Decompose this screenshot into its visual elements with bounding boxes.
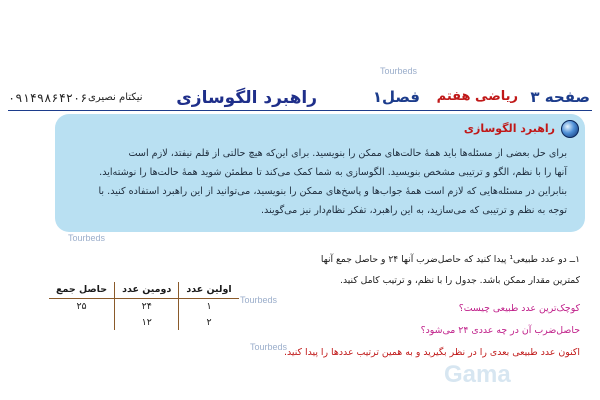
- table-cell: ۲۴: [115, 298, 179, 314]
- table-cell: ۲۵: [49, 298, 115, 314]
- chapter-label: فصل۱: [372, 88, 420, 106]
- table-cell: ۱۲: [115, 314, 179, 330]
- hint-prompt: اکنون عدد طبیعی بعدی را در نظر بگیرید و به همین ترتیب عددها را پیدا کنید.: [283, 347, 580, 358]
- table-cell: ۱: [206, 300, 212, 312]
- table-cell: ۲: [206, 316, 212, 328]
- strategy-line: بنابراین در مسئله‌هایی که لازم است همهٔ جواب‌ها و پاسخ‌های ممکن را بنویسید، می‌توانید از این راهبرد استفاده کنید. با: [98, 186, 567, 197]
- hint-prompt: کوچک‌ترین عدد طبیعی چیست؟: [458, 303, 580, 314]
- gama-logo-text: Gama: [444, 361, 511, 388]
- strategy-box: [55, 114, 585, 232]
- strategy-box-text: [67, 144, 567, 220]
- answer-table: [49, 282, 239, 330]
- header-divider: [8, 110, 592, 111]
- watermark: Tourbeds: [240, 295, 278, 305]
- table-cell: [49, 314, 115, 330]
- page-number: صفحه ۳: [530, 88, 590, 106]
- strategy-box-title: راهبرد الگوسازی: [463, 122, 555, 135]
- question-text: [240, 249, 580, 291]
- table-header: دومین عدد: [115, 282, 179, 298]
- watermark: Tourbeds: [68, 233, 106, 243]
- strategy-line: برای حل بعضی از مسئله‌ها باید همهٔ حالت‌های ممکن را بنویسید. برای این‌که هیچ حالتی از قلم نیفتد، لازم است: [128, 148, 567, 159]
- globe-icon: [561, 120, 579, 138]
- watermark: Tourbeds: [250, 342, 288, 352]
- table-header: حاصل جمع: [49, 282, 115, 298]
- question-line: ۱ــ دو عدد طبیعی¹ پیدا کنید که حاصل‌ضرب آنها ۲۴ و حاصل جمع آنها: [320, 254, 580, 265]
- strategy-line: توجه به نظم و ترتیبی که می‌سازید، به این راهبرد، تفکر نظام‌دار نیز می‌گویند.: [260, 205, 567, 216]
- subject-label: ریاضی هفتم: [436, 89, 518, 104]
- author-phone: ۰۹۱۴۹۸۶۴۲۰۶: [8, 91, 88, 105]
- table-header-row: [49, 282, 239, 298]
- gama-logo: [440, 356, 520, 390]
- table-row: [49, 298, 239, 314]
- question-line: کمترین مقدار ممکن باشد. جدول را با نظم، و ترتیب کامل کنید.: [340, 275, 580, 286]
- table-header: اولین عدد: [179, 282, 239, 298]
- page-title: راهبرد الگوسازی: [176, 88, 317, 108]
- hint-prompt: حاصل‌ضرب آن در چه عددی ۲۴ می‌شود؟: [420, 325, 580, 336]
- table-row: [49, 314, 239, 330]
- author-name: نیکتام نصیری: [88, 92, 143, 103]
- watermark: Tourbeds: [380, 66, 418, 76]
- strategy-line: آنها را با نظم، الگو و ترتیبی مشخص بنویسید. الگوسازی به شما کمک می‌کند تا مطمئن شوید همهٔ حالت‌ها را نوشته‌اید.: [99, 167, 567, 178]
